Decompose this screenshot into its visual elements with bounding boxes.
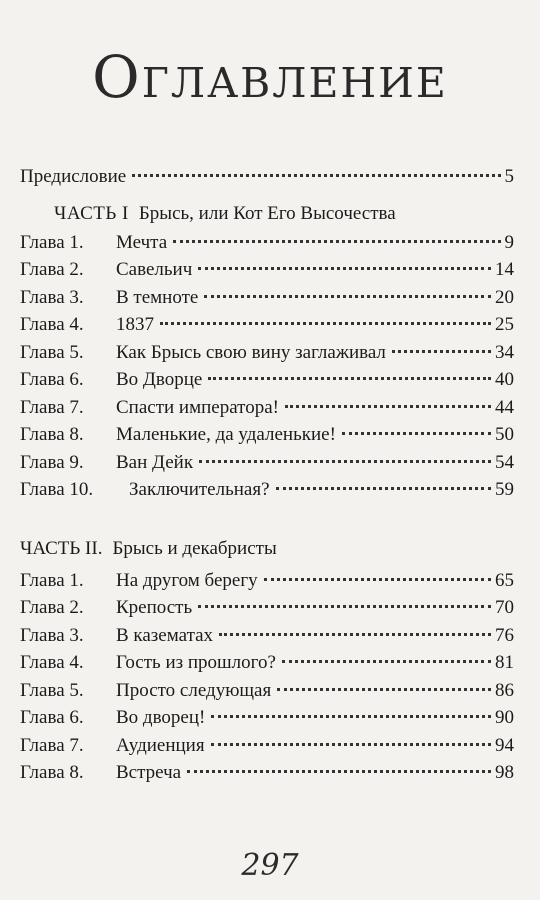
toc-entry-chapter[interactable] xyxy=(20,421,514,449)
toc-entry-chapter[interactable] xyxy=(20,394,514,422)
dot-leader xyxy=(219,633,491,636)
chapter-number: Глава 7. xyxy=(20,734,84,756)
chapter-title: Заключительная? xyxy=(129,479,270,500)
entry-page-number: 59 xyxy=(495,479,514,500)
toc-entry-chapter[interactable] xyxy=(20,256,514,284)
chapter-number: Глава 6. xyxy=(20,707,84,728)
entry-page-number: 94 xyxy=(495,734,514,756)
toc-entry-preface[interactable] xyxy=(20,163,514,191)
toc-entry-chapter[interactable] xyxy=(20,311,514,339)
toc-entry-chapter[interactable] xyxy=(20,759,514,787)
dot-leader xyxy=(392,350,491,353)
entry-page-number: 25 xyxy=(495,314,514,335)
page-number: 297 xyxy=(241,848,299,883)
toc-entry-chapter[interactable] xyxy=(20,229,514,257)
chapter-number: Глава 1. xyxy=(20,569,84,591)
dot-leader xyxy=(173,240,500,243)
part-heading-2 xyxy=(20,534,514,564)
entry-page-number: 86 xyxy=(495,679,514,701)
chapter-title: Маленькие, да удаленькие! xyxy=(116,424,336,445)
entry-title: Предисловие xyxy=(20,166,127,187)
dot-leader xyxy=(277,688,491,691)
chapter-number: Глава 5. xyxy=(20,341,84,363)
dot-leader xyxy=(211,743,491,746)
chapter-number: Глава 9. xyxy=(20,451,84,473)
entry-page-number: 90 xyxy=(495,707,514,728)
toc-entry-chapter[interactable] xyxy=(20,622,514,650)
chapter-number: Глава 5. xyxy=(20,679,84,701)
dot-leader xyxy=(208,377,491,380)
toc-entry-chapter[interactable] xyxy=(20,449,514,477)
chapter-title: В темноте xyxy=(116,286,199,308)
chapter-title: Во Дворце xyxy=(116,369,203,390)
entry-page-number: 98 xyxy=(495,762,514,783)
chapter-title: Во дворец! xyxy=(116,707,206,728)
chapter-number: Глава 8. xyxy=(20,762,84,783)
toc-entry-chapter[interactable] xyxy=(20,366,514,394)
chapter-number: Глава 6. xyxy=(20,369,84,390)
page-title: Оглавление xyxy=(92,43,448,111)
chapter-title: Просто следующая xyxy=(116,679,272,701)
chapter-title: Аудиенция xyxy=(116,734,205,756)
part-number: ЧАСТЬ II. xyxy=(20,537,103,559)
toc-entry-chapter[interactable] xyxy=(20,649,514,677)
dot-leader xyxy=(198,267,491,270)
chapter-title: На другом берегу xyxy=(116,569,258,591)
chapter-title: Гость из прошлого? xyxy=(116,652,276,673)
dot-leader xyxy=(199,460,491,463)
chapter-number: Глава 7. xyxy=(20,396,84,418)
toc-entry-chapter[interactable] xyxy=(20,594,514,622)
toc-entry-chapter[interactable] xyxy=(20,567,514,595)
entry-page-number: 9 xyxy=(504,231,514,253)
chapter-number: Глава 2. xyxy=(20,259,84,280)
entry-page-number: 65 xyxy=(495,569,514,591)
toc-entry-chapter[interactable] xyxy=(20,339,514,367)
dot-leader xyxy=(204,295,491,298)
chapter-title: 1837 xyxy=(116,314,154,335)
entry-page-number: 70 xyxy=(495,597,514,618)
table-of-contents xyxy=(20,163,514,787)
dot-leader xyxy=(160,322,491,325)
toc-entry-chapter[interactable] xyxy=(20,476,514,504)
part-heading-1 xyxy=(20,199,514,229)
toc-entry-chapter[interactable] xyxy=(20,704,514,732)
chapter-title: В казематах xyxy=(116,624,214,646)
dot-leader xyxy=(285,405,491,408)
chapter-number: Глава 1. xyxy=(20,231,84,253)
entry-page-number: 5 xyxy=(504,166,514,187)
dot-leader xyxy=(211,715,491,718)
dot-leader xyxy=(276,487,491,490)
toc-entry-chapter[interactable] xyxy=(20,284,514,312)
part-title: Брысь, или Кот Его Высочества xyxy=(138,202,396,224)
entry-page-number: 40 xyxy=(495,369,514,390)
entry-page-number: 20 xyxy=(495,286,514,308)
chapter-number: Глава 4. xyxy=(20,652,84,673)
entry-page-number: 14 xyxy=(495,259,514,280)
entry-page-number: 44 xyxy=(495,396,514,418)
dot-leader xyxy=(264,578,491,581)
chapter-title: Ван Дейк xyxy=(116,451,194,473)
chapter-number: Глава 2. xyxy=(20,597,84,618)
chapter-number: Глава 3. xyxy=(20,624,84,646)
dot-leader xyxy=(187,770,491,773)
dot-leader xyxy=(282,660,491,663)
chapter-title: Мечта xyxy=(116,231,168,253)
entry-page-number: 54 xyxy=(495,451,514,473)
entry-page-number: 76 xyxy=(495,624,514,646)
chapter-number: Глава 10. xyxy=(20,479,94,500)
chapter-title: Спасти императора! xyxy=(116,396,279,418)
part-number: ЧАСТЬ I xyxy=(54,202,129,224)
dot-leader xyxy=(198,605,491,608)
chapter-number: Глава 4. xyxy=(20,314,84,335)
part-title: Брысь и декабристы xyxy=(112,537,277,559)
entry-page-number: 50 xyxy=(495,424,514,445)
dot-leader xyxy=(342,432,491,435)
toc-entry-chapter[interactable] xyxy=(20,732,514,760)
chapter-number: Глава 8. xyxy=(20,424,84,445)
chapter-number: Глава 3. xyxy=(20,286,84,308)
chapter-title: Крепость xyxy=(116,597,193,618)
dot-leader xyxy=(132,174,500,177)
entry-page-number: 34 xyxy=(495,341,514,363)
entry-page-number: 81 xyxy=(495,652,514,673)
chapter-title: Как Брысь свою вину заглаживал xyxy=(116,341,386,363)
toc-entry-chapter[interactable] xyxy=(20,677,514,705)
chapter-title: Савельич xyxy=(116,259,193,280)
chapter-title: Встреча xyxy=(116,762,182,783)
